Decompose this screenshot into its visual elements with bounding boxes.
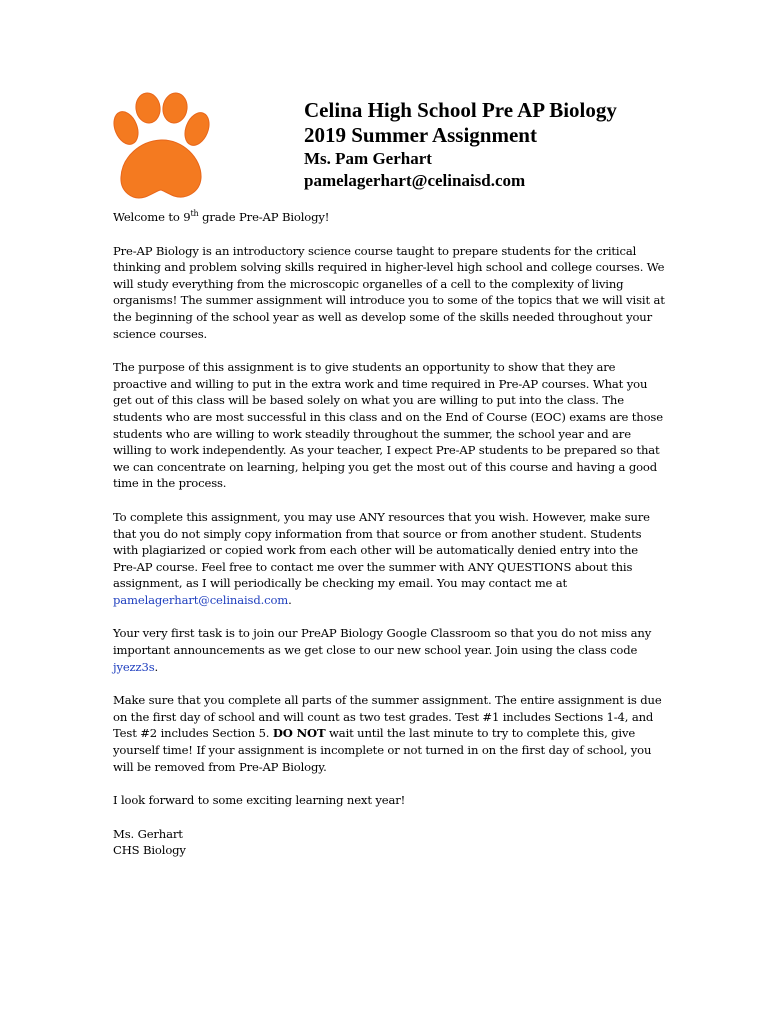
paragraph-due-date: Make sure that you complete all parts of the summer assignment. The entire assignment is due on the first day of school and will count as two test grades. Test #1 includes Sections 1-4, and Test #2 includes Section 5. DO NOT wait until the last minute to try to complete this, give yourself time! If your assignment is incomplete or not turned in on the first day of school, you will be removed from Pre-AP Biology. [113, 693, 662, 774]
teacher-name: Ms. Pam Gerhart [304, 149, 432, 168]
email-link[interactable]: pamelagerhart@celinaisd.com [113, 592, 289, 607]
course-title: Celina High School Pre AP Biology [304, 98, 617, 122]
closing-line: I look forward to some exciting learning next year! [113, 793, 406, 808]
assignment-title: 2019 Summer Assignment [304, 123, 537, 147]
welcome-line: Welcome to 9th grade Pre-AP Biology! [113, 209, 330, 224]
signature-department: CHS Biology [113, 843, 186, 858]
signature [113, 826, 665, 859]
paragraph-resources: To complete this assignment, you may use ANY resources that you wish. However, make sure that you do not simply copy information from that source or from another student. Students with plagiarized or copied work from each other will be automatically denied entry into the Pre-AP course. Feel free to contact me over the summer with ANY QUESTIONS about this assignment, as I will periodically be checking my email. You may contact me at pamelagerhart@celinaisd.com. [113, 509, 650, 607]
signature-name: Ms. Gerhart [113, 826, 183, 841]
class-code: jyezz3s [113, 659, 155, 674]
paragraph-intro: Pre-AP Biology is an introductory science course taught to prepare students for the critical thinking and problem solving skills required in higher-level high school and college courses. We will study everything from the microscopic organelles of a cell to the complexity of living organisms! The summer assignment will introduce you to some of the topics that we will visit at the beginning of the school year as well as develop some of the skills needed throughout your science courses. [113, 243, 665, 341]
paragraph-classroom: Your very first task is to join our PreAP Biology Google Classroom so that you do not miss any important announcements as we get close to our new school year. Join using the class code jyezz3s. [113, 626, 652, 674]
paragraph-purpose: The purpose of this assignment is to give students an opportunity to show that they are proactive and willing to put in the extra work and time required in Pre-AP courses. What you get out of this class will be based solely on what you are willing to put into the class. The students who are most successful in this class and on the End of Course (EOC) exams are those students who are willing to work steadily throughout the summer, the school year and are willing to work independently. As your teacher, I expect Pre-AP students to be prepared so that we can concentrate on learning, helping you get the most out of this course and having a good time in the process. [113, 360, 663, 491]
teacher-email: pamelagerhart@celinaisd.com [304, 171, 526, 190]
letter-body [113, 209, 665, 859]
letter-header [304, 98, 617, 192]
paw-print-icon [112, 92, 210, 204]
